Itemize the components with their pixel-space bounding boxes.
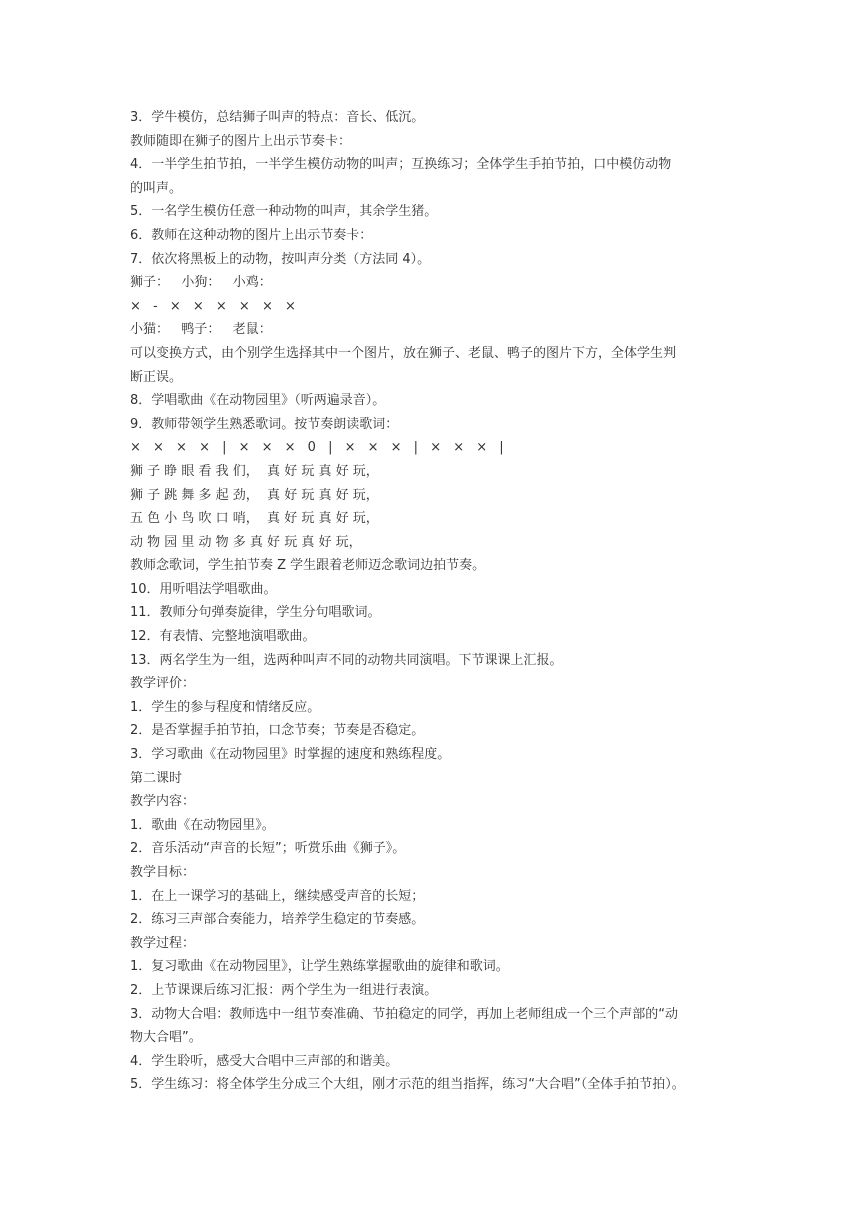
paragraph-line: 5．学生练习：将全体学生分成三个大组，刚才示范的组当指挥，练习“大合唱”（全体手拍节拍）。 [130, 1077, 685, 1093]
section-heading: 教学评价： [130, 676, 196, 692]
section-heading: 教学内容： [130, 794, 196, 810]
paragraph-line: 1．歌曲《在动物园里》。 [130, 817, 275, 833]
paragraph-line: 1．学生的参与程度和情绪反应。 [130, 699, 321, 715]
lyrics-line: 狮 子 跳 舞 多 起 劲， 真 好 玩 真 好 玩， [130, 487, 379, 503]
paragraph-line: 可以变换方式，由个别学生选择其中一个图片，放在狮子、老鼠、鸭子的图片下方，全体学生判 [130, 345, 677, 361]
paragraph-line: 10．用听唱法学唱歌曲。 [130, 581, 277, 597]
lyrics-line: 狮 子 睁 眼 看 我 们， 真 好 玩 真 好 玩， [130, 463, 379, 479]
paragraph-line: 7．依次将黑板上的动物，按叫声分类（方法同 4）。 [130, 251, 431, 267]
section-heading: 教学过程： [130, 935, 196, 951]
paragraph-line: 11．教师分句弹奏旋律，学生分句唱歌词。 [130, 605, 381, 621]
paragraph-line: 教师随即在狮子的图片上出示节奏卡： [130, 133, 352, 149]
lyrics-line: 五 色 小 鸟 吹 口 哨， 真 好 玩 真 好 玩， [130, 511, 379, 527]
paragraph-line: 3．学牛模仿，总结狮子叫声的特点：音长、低沉。 [130, 110, 425, 125]
paragraph-line: 13．两名学生为一组，选两种叫声不同的动物共同演唱。下节课课上汇报。 [130, 652, 563, 668]
paragraph-line: 教师念歌词，学生拍节奏 Z 学生跟着老师迈念歌词边拍节奏。 [130, 558, 486, 574]
paragraph-line: 的叫声。 [130, 180, 183, 196]
paragraph-line: 9．教师带领学生熟悉歌词。按节奏朗读歌词： [130, 416, 399, 432]
document-body [130, 106, 736, 1097]
paragraph-line: 4．一半学生拍节拍，一半学生模仿动物的叫声；互换练习；全体学生手拍节拍，口中模仿动物 [130, 157, 672, 173]
paragraph-line: 8．学唱歌曲《在动物园里》（听两遍录音）。 [130, 393, 386, 409]
lyrics-line: 动 物 园 里 动 物 多 真 好 玩 真 好 玩， [130, 534, 362, 550]
animal-labels-line: 狮子： 小狗： 小鸡： [130, 275, 272, 291]
paragraph-line: 2．练习三声部合奏能力，培养学生稳定的节奏感。 [130, 912, 425, 928]
paragraph-line: 6．教师在这种动物的图片上出示节奏卡： [130, 227, 373, 243]
section-heading: 第二课时 [130, 770, 183, 786]
paragraph-line: 1．在上一课学习的基础上，继续感受声音的长短； [130, 888, 425, 904]
animal-labels-line: 小猫： 鸭子： 老鼠： [130, 322, 272, 338]
paragraph-line: 2．是否掌握手拍节拍，口念节奏；节奏是否稳定。 [130, 723, 425, 739]
rhythm-notation-line: × - × × × × × × [130, 298, 300, 314]
paragraph-line: 3．动物大合唱：教师选中一组节奏准确、节拍稳定的同学，再加上老师组成一个三个声部的“动 [130, 1006, 679, 1022]
paragraph-line: 物大合唱”。 [130, 1030, 202, 1046]
paragraph-line: 3．学习歌曲《在动物园里》时掌握的速度和熟练程度。 [130, 747, 451, 763]
paragraph-line: 4．学生聆听，感受大合唱中三声部的和谐美。 [130, 1053, 399, 1069]
paragraph-line: 1．复习歌曲《在动物园里》，让学生熟练掌握歌曲的旋律和歌词。 [130, 959, 509, 975]
paragraph-line: 5．一名学生模仿任意一种动物的叫声，其余学生猪。 [130, 204, 438, 220]
section-heading: 教学目标： [130, 865, 196, 880]
rhythm-notation-line: × × × × | × × × 0 | × × × | × × × | [130, 440, 508, 456]
paragraph-line: 断正误。 [130, 369, 183, 385]
paragraph-line: 2．音乐活动“声音的长短”；听赏乐曲《狮子》。 [130, 841, 406, 857]
paragraph-line: 2．上节课课后练习汇报：两个学生为一组进行表演。 [130, 982, 438, 998]
paragraph-line: 12．有表情、完整地演唱歌曲。 [130, 629, 316, 645]
